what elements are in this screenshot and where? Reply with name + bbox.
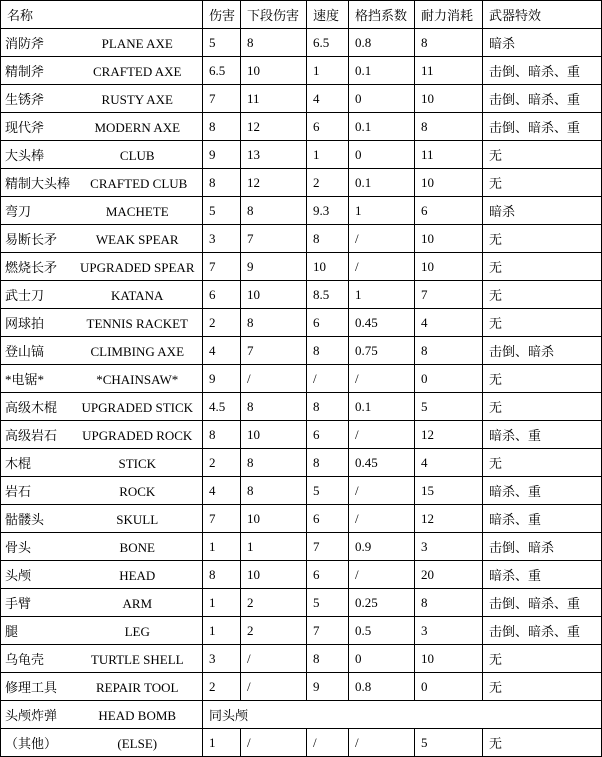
weapon-name-zh: 腿: [5, 624, 19, 639]
stamina-cell: 3: [415, 533, 483, 561]
weapon-name-cell: [1, 421, 203, 449]
table-row: [1, 393, 602, 421]
speed-cell: 6: [307, 309, 349, 337]
weapon-name-cell: [1, 393, 203, 421]
weapon-name-zh: *电锯*: [5, 372, 45, 387]
table-row: [1, 365, 602, 393]
low-damage-cell: /: [241, 365, 307, 393]
block-cell: /: [349, 225, 415, 253]
weapon-name-zh: 登山镐: [5, 344, 45, 359]
low-damage-cell: 8: [241, 393, 307, 421]
low-damage-cell: 10: [241, 421, 307, 449]
low-damage-cell: 9: [241, 253, 307, 281]
effect-cell: 暗杀: [483, 29, 602, 57]
speed-cell: 5: [307, 477, 349, 505]
damage-cell: 9: [203, 365, 241, 393]
block-cell: 0.25: [349, 589, 415, 617]
damage-cell: 2: [203, 449, 241, 477]
table-row: [1, 561, 602, 589]
weapon-name-zh: 木棍: [5, 456, 32, 471]
low-damage-cell: 10: [241, 57, 307, 85]
low-damage-cell: 2: [241, 617, 307, 645]
effect-cell: 无: [483, 673, 602, 701]
table-row: [1, 57, 602, 85]
speed-cell: 6.5: [307, 29, 349, 57]
weapon-name-en: UPGRADED SPEAR: [80, 260, 195, 275]
block-cell: 0.8: [349, 673, 415, 701]
table-row: [1, 281, 602, 309]
damage-cell: 1: [203, 533, 241, 561]
speed-cell: 10: [307, 253, 349, 281]
speed-cell: 6: [307, 561, 349, 589]
table-row: [1, 225, 602, 253]
block-cell: /: [349, 421, 415, 449]
weapon-name-cell: [1, 309, 203, 337]
table-row: [1, 197, 602, 225]
weapon-name-en: UPGRADED ROCK: [82, 428, 193, 443]
weapon-name-en: REPAIR TOOL: [96, 680, 179, 695]
low-damage-cell: 1: [241, 533, 307, 561]
stamina-cell: 8: [415, 29, 483, 57]
speed-cell: /: [307, 365, 349, 393]
block-cell: 0.8: [349, 29, 415, 57]
weapon-name-zh: 现代斧: [5, 120, 45, 135]
weapon-name-en: PLANE AXE: [101, 36, 173, 51]
block-cell: 1: [349, 197, 415, 225]
table-row: [1, 141, 602, 169]
block-cell: /: [349, 561, 415, 589]
weapon-name-zh: 大头棒: [5, 148, 45, 163]
block-cell: 1: [349, 281, 415, 309]
stamina-cell: 8: [415, 337, 483, 365]
effect-cell: 无: [483, 645, 602, 673]
speed-cell: 6: [307, 505, 349, 533]
stamina-cell: 20: [415, 561, 483, 589]
effect-cell: 暗杀、重: [483, 477, 602, 505]
weapon-name-en: *CHAINSAW*: [96, 372, 179, 387]
weapon-name-en: CLUB: [119, 148, 155, 163]
weapon-name-en: CLIMBING AXE: [90, 344, 185, 359]
damage-cell: 6: [203, 281, 241, 309]
weapon-name-zh: 燃烧长矛: [5, 260, 58, 275]
weapon-name-en: BONE: [119, 540, 155, 555]
weapon-name-zh: 高级岩石: [5, 428, 58, 443]
low-damage-cell: 11: [241, 85, 307, 113]
weapon-name-en: LEG: [124, 624, 150, 639]
damage-cell: 2: [203, 309, 241, 337]
damage-cell: 6.5: [203, 57, 241, 85]
weapon-name-zh: 精制大头棒: [5, 176, 71, 191]
weapon-name-zh: 高级木棍: [5, 400, 58, 415]
weapon-name-cell: [1, 505, 203, 533]
stamina-cell: 4: [415, 449, 483, 477]
table-row: [1, 645, 602, 673]
weapon-name-en: (ELSE): [117, 736, 158, 751]
weapon-name-en: WEAK SPEAR: [95, 232, 179, 247]
stamina-cell: 10: [415, 85, 483, 113]
weapon-name-cell: [1, 169, 203, 197]
block-cell: 0.1: [349, 113, 415, 141]
low-damage-cell: 2: [241, 589, 307, 617]
table-row: [1, 85, 602, 113]
weapon-name-zh: 生锈斧: [5, 92, 45, 107]
weapon-name-en: TURTLE SHELL: [90, 652, 184, 667]
damage-cell: 4: [203, 477, 241, 505]
speed-cell: 5: [307, 589, 349, 617]
low-damage-cell: 10: [241, 505, 307, 533]
table-row: [1, 169, 602, 197]
effect-cell: 暗杀、重: [483, 421, 602, 449]
effect-cell: 击倒、暗杀: [483, 337, 602, 365]
weapon-name-zh: 手臂: [5, 596, 32, 611]
effect-cell: 无: [483, 225, 602, 253]
block-cell: 0.45: [349, 309, 415, 337]
block-cell: 0: [349, 141, 415, 169]
effect-cell: 暗杀: [483, 197, 602, 225]
low-damage-cell: 7: [241, 225, 307, 253]
block-cell: 0: [349, 645, 415, 673]
effect-cell: 无: [483, 141, 602, 169]
weapon-name-zh: 弯刀: [5, 204, 32, 219]
block-cell: /: [349, 505, 415, 533]
table-row: [1, 113, 602, 141]
speed-cell: 9: [307, 673, 349, 701]
damage-cell: 7: [203, 253, 241, 281]
table-row: [1, 533, 602, 561]
weapon-name-en: HEAD: [119, 568, 156, 583]
weapon-name-zh: （其他）: [5, 736, 58, 751]
damage-cell: 5: [203, 29, 241, 57]
header-stamina: 耐力消耗: [415, 1, 483, 29]
weapon-name-cell: [1, 85, 203, 113]
weapon-name-cell: [1, 533, 203, 561]
table-row: [1, 729, 602, 757]
stamina-cell: 6: [415, 197, 483, 225]
stamina-cell: 10: [415, 225, 483, 253]
weapon-name-en: TENNIS RACKET: [86, 316, 188, 331]
effect-cell: 无: [483, 729, 602, 757]
weapon-name-cell: [1, 281, 203, 309]
effect-cell: 击倒、暗杀、重: [483, 57, 602, 85]
low-damage-cell: 12: [241, 113, 307, 141]
weapon-name-en: MODERN AXE: [94, 120, 181, 135]
weapon-name-zh: 易断长矛: [5, 232, 58, 247]
speed-cell: 7: [307, 617, 349, 645]
effect-cell: 暗杀、重: [483, 505, 602, 533]
weapon-name-cell: [1, 337, 203, 365]
low-damage-cell: 8: [241, 309, 307, 337]
low-damage-cell: 13: [241, 141, 307, 169]
weapon-name-cell: [1, 477, 203, 505]
weapon-name-cell: [1, 141, 203, 169]
speed-cell: 1: [307, 57, 349, 85]
table-row-head-bomb: [1, 701, 602, 729]
low-damage-cell: 12: [241, 169, 307, 197]
effect-cell: 无: [483, 309, 602, 337]
weapon-name-cell: [1, 729, 203, 757]
table-row: [1, 309, 602, 337]
block-cell: 0.75: [349, 337, 415, 365]
weapon-name-cell: [1, 589, 203, 617]
header-speed: 速度: [307, 1, 349, 29]
speed-cell: 1: [307, 141, 349, 169]
stamina-cell: 10: [415, 253, 483, 281]
table-row: [1, 505, 602, 533]
stamina-cell: 0: [415, 673, 483, 701]
weapon-name-zh: 修理工具: [5, 680, 58, 695]
weapon-name-zh: 武士刀: [5, 288, 45, 303]
speed-cell: 8: [307, 393, 349, 421]
weapon-name-en: KATANA: [111, 288, 164, 303]
weapon-name-cell: [1, 29, 203, 57]
effect-cell: 暗杀、重: [483, 561, 602, 589]
weapon-name-en: ROCK: [119, 484, 156, 499]
stamina-cell: 12: [415, 421, 483, 449]
weapon-name-en: CRAFTED AXE: [93, 64, 182, 79]
speed-cell: 7: [307, 533, 349, 561]
speed-cell: 8: [307, 337, 349, 365]
weapon-name-cell: [1, 225, 203, 253]
damage-cell: 2: [203, 673, 241, 701]
stamina-cell: 10: [415, 169, 483, 197]
header-name: 名称: [1, 1, 203, 29]
speed-cell: 2: [307, 169, 349, 197]
block-cell: 0.1: [349, 393, 415, 421]
speed-cell: 8: [307, 449, 349, 477]
damage-cell: 9: [203, 141, 241, 169]
damage-cell: 8: [203, 169, 241, 197]
weapon-name-cell: [1, 365, 203, 393]
damage-cell: 8: [203, 421, 241, 449]
block-cell: 0.1: [349, 169, 415, 197]
low-damage-cell: 8: [241, 197, 307, 225]
damage-cell: 4.5: [203, 393, 241, 421]
effect-cell: 击倒、暗杀、重: [483, 85, 602, 113]
weapon-name-en: HEAD BOMB: [98, 708, 177, 723]
table-row: [1, 253, 602, 281]
weapon-name-en: CRAFTED CLUB: [90, 176, 188, 191]
damage-cell: 1: [203, 729, 241, 757]
weapon-name-cell: [1, 617, 203, 645]
low-damage-cell: 7: [241, 337, 307, 365]
effect-cell: 击倒、暗杀: [483, 533, 602, 561]
block-cell: 0.5: [349, 617, 415, 645]
weapon-name-zh: 消防斧: [5, 36, 45, 51]
effect-cell: 击倒、暗杀、重: [483, 113, 602, 141]
header-damage: 伤害: [203, 1, 241, 29]
weapon-name-zh: 岩石: [5, 484, 32, 499]
block-cell: /: [349, 729, 415, 757]
effect-cell: 无: [483, 449, 602, 477]
weapon-name-cell: [1, 561, 203, 589]
stamina-cell: 12: [415, 505, 483, 533]
weapon-name-cell: [1, 253, 203, 281]
same-as-head-note: 同头颅: [203, 701, 602, 729]
weapon-name-cell: [1, 701, 203, 729]
block-cell: 0.1: [349, 57, 415, 85]
damage-cell: 8: [203, 113, 241, 141]
effect-cell: 无: [483, 169, 602, 197]
low-damage-cell: 8: [241, 449, 307, 477]
speed-cell: 4: [307, 85, 349, 113]
header-block: 格挡系数: [349, 1, 415, 29]
weapon-name-en: ARM: [122, 596, 153, 611]
stamina-cell: 11: [415, 57, 483, 85]
stamina-cell: 15: [415, 477, 483, 505]
stamina-cell: 8: [415, 113, 483, 141]
damage-cell: 7: [203, 505, 241, 533]
weapon-name-zh: 骨头: [5, 540, 32, 555]
weapon-name-zh: 精制斧: [5, 64, 45, 79]
effect-cell: 击倒、暗杀、重: [483, 589, 602, 617]
table-row: [1, 449, 602, 477]
weapon-name-zh: 头颅: [5, 568, 32, 583]
table-row: [1, 617, 602, 645]
weapon-name-cell: [1, 197, 203, 225]
speed-cell: 9.3: [307, 197, 349, 225]
weapon-name-en: STICK: [118, 456, 157, 471]
damage-cell: 1: [203, 589, 241, 617]
effect-cell: 无: [483, 253, 602, 281]
weapon-name-en: UPGRADED STICK: [81, 400, 194, 415]
damage-cell: 1: [203, 617, 241, 645]
weapon-name-zh: 头颅炸弹: [5, 708, 58, 723]
stamina-cell: 7: [415, 281, 483, 309]
effect-cell: 无: [483, 281, 602, 309]
effect-cell: 无: [483, 393, 602, 421]
weapon-name-zh: 网球拍: [5, 316, 45, 331]
weapon-name-cell: [1, 645, 203, 673]
speed-cell: 6: [307, 113, 349, 141]
block-cell: /: [349, 253, 415, 281]
low-damage-cell: 8: [241, 477, 307, 505]
weapon-name-zh: 骷髅头: [5, 512, 45, 527]
effect-cell: 无: [483, 365, 602, 393]
effect-cell: 击倒、暗杀、重: [483, 617, 602, 645]
table-row: [1, 673, 602, 701]
header-effect: 武器特效: [483, 1, 602, 29]
damage-cell: 8: [203, 561, 241, 589]
stamina-cell: 5: [415, 729, 483, 757]
speed-cell: /: [307, 729, 349, 757]
block-cell: 0.9: [349, 533, 415, 561]
stamina-cell: 10: [415, 645, 483, 673]
stamina-cell: 0: [415, 365, 483, 393]
header-row: [1, 1, 602, 29]
low-damage-cell: 8: [241, 29, 307, 57]
table-row: [1, 337, 602, 365]
header-low-damage: 下段伤害: [241, 1, 307, 29]
table-row: [1, 421, 602, 449]
weapon-name-zh: 乌龟壳: [5, 652, 45, 667]
stamina-cell: 3: [415, 617, 483, 645]
damage-cell: 7: [203, 85, 241, 113]
speed-cell: 6: [307, 421, 349, 449]
low-damage-cell: /: [241, 645, 307, 673]
low-damage-cell: 10: [241, 281, 307, 309]
table-row: [1, 589, 602, 617]
table-body: [1, 29, 602, 757]
block-cell: 0.45: [349, 449, 415, 477]
weapon-name-en: SKULL: [116, 512, 159, 527]
weapon-name-cell: [1, 57, 203, 85]
speed-cell: 8: [307, 225, 349, 253]
damage-cell: 3: [203, 645, 241, 673]
weapon-name-en: MACHETE: [105, 204, 169, 219]
weapon-name-cell: [1, 113, 203, 141]
stamina-cell: 4: [415, 309, 483, 337]
low-damage-cell: /: [241, 673, 307, 701]
stamina-cell: 5: [415, 393, 483, 421]
damage-cell: 5: [203, 197, 241, 225]
block-cell: /: [349, 477, 415, 505]
block-cell: 0: [349, 85, 415, 113]
low-damage-cell: 10: [241, 561, 307, 589]
damage-cell: 3: [203, 225, 241, 253]
damage-cell: 4: [203, 337, 241, 365]
stamina-cell: 8: [415, 589, 483, 617]
weapon-name-cell: [1, 449, 203, 477]
speed-cell: 8.5: [307, 281, 349, 309]
low-damage-cell: /: [241, 729, 307, 757]
weapon-name-cell: [1, 673, 203, 701]
block-cell: /: [349, 365, 415, 393]
table-row: [1, 29, 602, 57]
speed-cell: 8: [307, 645, 349, 673]
weapon-name-en: RUSTY AXE: [101, 92, 173, 107]
table-row: [1, 477, 602, 505]
stamina-cell: 11: [415, 141, 483, 169]
